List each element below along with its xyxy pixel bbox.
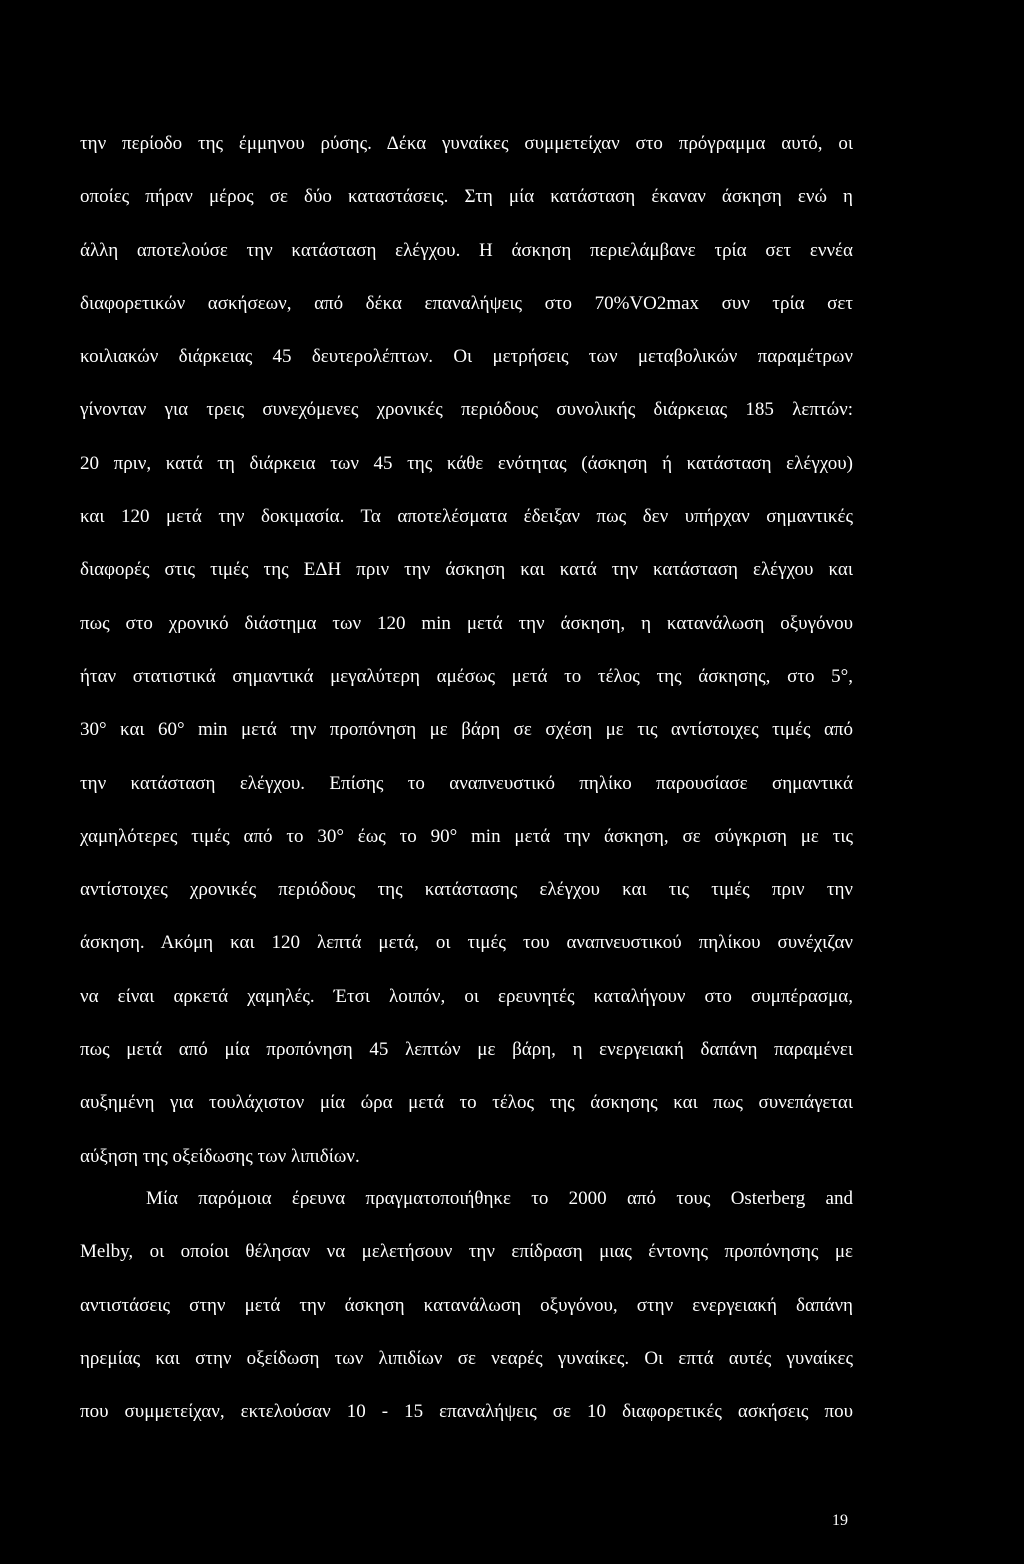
text-line: που συμμετείχαν, εκτελούσαν 10 - 15 επαναλήψεις σε 10 διαφορετικές ασκήσεις που [80,1401,853,1423]
text-line: Melby, οι οποίοι θέλησαν να μελετήσουν την επίδραση μιας έντονης προπόνησης με [80,1241,853,1263]
text-line: Μία παρόμοια έρευνα πραγματοποιήθηκε το 2000 από τους Osterberg and [146,1188,853,1209]
text-line: οποίες πήραν μέρος σε δύο καταστάσεις. Στη μία κατάσταση έκαναν άσκηση ενώ η [80,186,853,208]
text-line: να είναι αρκετά χαμηλές. Έτσι λοιπόν, οι ερευνητές καταλήγουν στο συμπέρασμα, [80,985,853,1007]
text-line: κοιλιακών διάρκειας 45 δευτερολέπτων. Οι μετρήσεις των μεταβολικών παραμέτρων [80,346,853,368]
text-line: γίνονταν για τρεις συνεχόμενες χρονικές περιόδους συνολικής διάρκειας 185 λεπτών: [80,399,853,421]
paragraph-1 [80,117,853,1183]
text-line: άσκηση. Ακόμη και 120 λεπτά μετά, οι τιμές του αναπνευστικού πηλίκου συνέχιζαν [80,932,853,954]
text-line: την κατάσταση ελέγχου. Επίσης το αναπνευστικό πηλίκο παρουσίασε σημαντικά [80,772,853,794]
text-line: την περίοδο της έμμηνου ρύσης. Δέκα γυναίκες συμμετείχαν στο πρόγραμμα αυτό, οι [80,133,853,154]
text-line: πως μετά από μία προπόνηση 45 λεπτών με βάρη, η ενεργειακή δαπάνη παραμένει [80,1039,853,1061]
text-line: αντιστάσεις στην μετά την άσκηση κατανάλωση οξυγόνου, στην ενεργειακή δαπάνη [80,1294,853,1316]
text-line: διαφορετικών ασκήσεων, από δέκα επαναλήψεις στο 70%VO2max συν τρία σετ [80,292,853,314]
text-line: ηρεμίας και στην οξείδωση των λιπιδίων σε νεαρές γυναίκες. Οι επτά αυτές γυναίκες [80,1347,853,1369]
text-line: και 120 μετά την δοκιμασία. Τα αποτελέσματα έδειξαν πως δεν υπήρχαν σημαντικές [80,506,853,528]
paragraph-2 [80,1172,853,1438]
page-number: 19 [832,1512,848,1529]
text-line: αντίστοιχες χρονικές περιόδους της κατάστασης ελέγχου και τις τιμές πριν την [80,879,853,901]
text-line: άλλη αποτελούσε την κατάσταση ελέγχου. Η άσκηση περιελάμβανε τρία σετ εννέα [80,239,853,261]
text-line: πως στο χρονικό διάστημα των 120 min μετά την άσκηση, η κατανάλωση οξυγόνου [80,612,853,634]
text-line: αύξηση της οξείδωσης των λιπιδίων. [80,1145,360,1167]
text-line: διαφορές στις τιμές της ΕΔΗ πριν την άσκηση και κατά την κατάσταση ελέγχου και [80,559,853,581]
text-line: ήταν στατιστικά σημαντικά μεγαλύτερη αμέσως μετά το τέλος της άσκησης, στο 5°, [80,665,853,687]
text-line: 30° και 60° min μετά την προπόνηση με βάρη σε σχέση με τις αντίστοιχες τιμές από [80,719,853,741]
text-line: χαμηλότερες τιμές από το 30° έως το 90° min μετά την άσκηση, σε σύγκριση με τις [80,825,853,847]
text-line: αυξημένη για τουλάχιστον μία ώρα μετά το τέλος της άσκησης και πως συνεπάγεται [80,1092,853,1114]
text-line: 20 πριν, κατά τη διάρκεια των 45 της κάθε ενότητας (άσκηση ή κατάσταση ελέγχου) [80,452,853,474]
